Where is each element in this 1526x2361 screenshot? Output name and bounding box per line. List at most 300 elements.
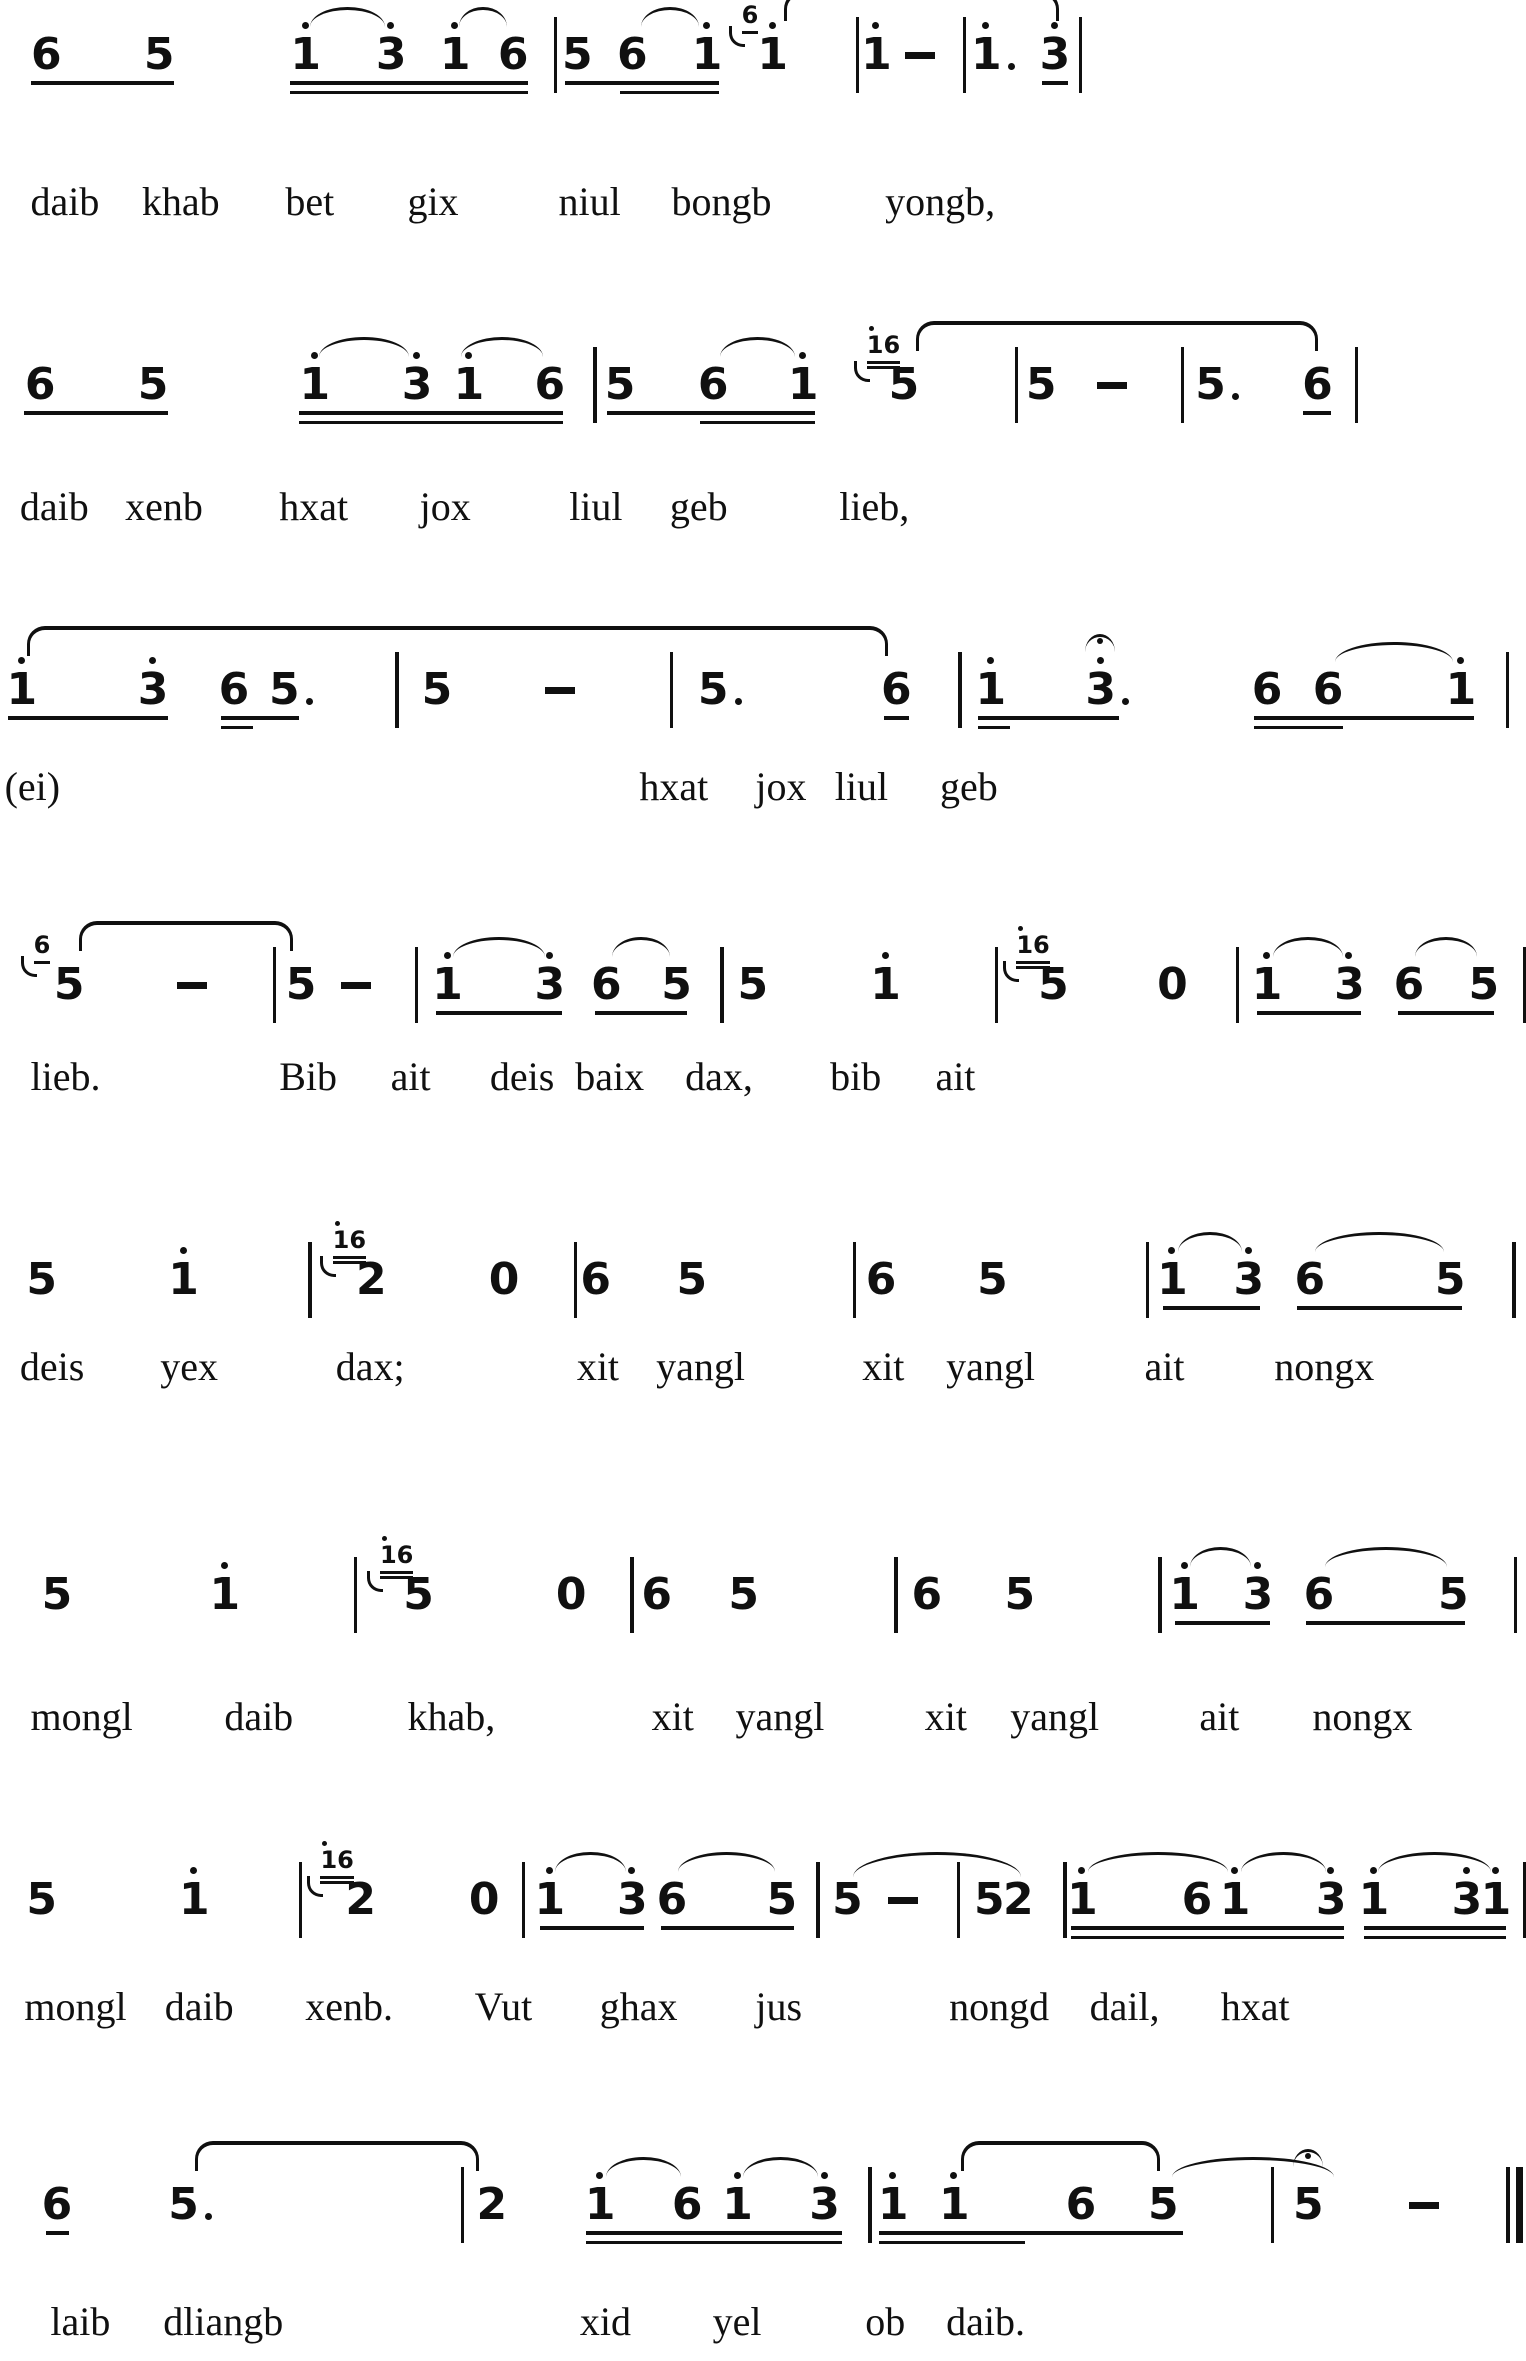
octave-dot xyxy=(882,952,889,959)
note-digit: 6 xyxy=(880,664,911,715)
augmentation-dot xyxy=(1008,63,1015,70)
beam-line xyxy=(290,81,528,85)
note-digit: 3 xyxy=(1307,1876,1355,1924)
note-digit: 6 xyxy=(1065,2179,1096,2230)
barline xyxy=(299,1862,303,1938)
note-digit: 2 xyxy=(1003,1874,1033,1925)
beam-line xyxy=(978,726,1010,730)
beam-line xyxy=(540,1926,644,1930)
slur xyxy=(1325,1547,1447,1567)
beam-line xyxy=(31,81,174,85)
lyric-word: yangl xyxy=(656,1344,746,1389)
lyric-word: ait xyxy=(1199,1694,1240,1739)
lyric-word: hxat xyxy=(639,764,709,809)
note-digit: 0 xyxy=(488,1254,519,1305)
note-digit: 5 xyxy=(832,1874,862,1925)
beam-line xyxy=(299,411,563,415)
octave-dot xyxy=(546,952,553,959)
octave-dot xyxy=(799,352,806,359)
grace-note xyxy=(742,3,759,34)
grace-hook xyxy=(729,26,745,47)
beam-line xyxy=(1398,1011,1494,1015)
note-digit: 3 xyxy=(1442,1876,1490,1924)
note-digit: 5 xyxy=(1434,1254,1465,1305)
note-digit: 5 xyxy=(974,1874,1004,1925)
phrase-slur xyxy=(916,321,1319,351)
lyric-word: gix xyxy=(407,179,459,224)
octave-dot xyxy=(1457,657,1464,664)
slur xyxy=(606,2157,681,2177)
slur xyxy=(1273,937,1343,957)
note-digit: 5 xyxy=(1437,1569,1468,1620)
barline xyxy=(1236,947,1240,1023)
beam-line xyxy=(607,411,815,415)
augmentation-dot xyxy=(1122,698,1129,705)
note-digit: 0 xyxy=(1157,959,1187,1010)
note-digit: 5 xyxy=(661,959,691,1010)
lyric-word: daib. xyxy=(946,2299,1025,2344)
beam-line xyxy=(586,2231,842,2235)
lyric-word: xid xyxy=(579,2299,631,2344)
octave-dot xyxy=(596,2172,603,2179)
slur xyxy=(1315,1232,1443,1252)
note-digit: 5 xyxy=(285,959,316,1010)
note-digit: 1 xyxy=(930,2181,978,2229)
slur xyxy=(743,2157,818,2177)
octave-dot xyxy=(889,2172,896,2179)
slur xyxy=(1088,1852,1228,1872)
final-bar-thick xyxy=(1516,2167,1524,2243)
beam-line xyxy=(1254,716,1474,720)
note-digit: 3 xyxy=(1325,961,1373,1009)
lyric-word: geb xyxy=(940,764,998,809)
grace-hook xyxy=(21,956,37,977)
lyric-word: niul xyxy=(558,179,621,224)
lyric-word: jus xyxy=(755,1984,803,2029)
grace-digits: 16 xyxy=(1016,933,1049,958)
lyric-word: dax; xyxy=(335,1344,405,1389)
note-digit: 6 xyxy=(534,359,565,410)
note-digit: 5 xyxy=(888,359,919,410)
note-digit: 1 xyxy=(962,31,1010,79)
note-digit: 6 xyxy=(218,664,249,715)
beam-line xyxy=(595,1011,687,1015)
duration-dash xyxy=(177,982,207,989)
beam-line xyxy=(586,2241,842,2245)
note-digit: 1 xyxy=(200,1571,248,1619)
note-digit: 1 xyxy=(852,31,900,79)
slur xyxy=(555,1852,625,1872)
beam-line xyxy=(221,716,299,720)
octave-dot xyxy=(335,1221,340,1226)
note-digit: 6 xyxy=(1312,664,1343,715)
octave-dot xyxy=(382,1536,387,1541)
note-digit: 1 xyxy=(525,1876,573,1924)
phrase-slur xyxy=(27,626,888,656)
lyric-word: nongx xyxy=(1312,1694,1413,1739)
beam-line xyxy=(1364,1926,1506,1930)
grace-digits: 6 xyxy=(741,1,759,29)
lyric-word: ait xyxy=(1144,1344,1185,1389)
note-digit: 1 xyxy=(683,31,731,79)
lyric-word: bongb xyxy=(671,179,772,224)
barline xyxy=(1514,1557,1518,1633)
slur xyxy=(1178,1232,1242,1252)
lyric-word: geb xyxy=(669,484,728,529)
note-digit: 6 xyxy=(911,1569,942,1620)
phrase-slur xyxy=(784,0,1059,21)
lyric-word: dax, xyxy=(685,1054,753,1099)
note-digit: 1 xyxy=(861,961,909,1009)
phrase-slur xyxy=(195,2141,479,2171)
note-digit: 5 xyxy=(604,359,635,410)
note-digit: 6 xyxy=(1393,959,1424,1010)
note-digit: 5 xyxy=(403,1569,433,1620)
octave-dot xyxy=(451,22,458,29)
beam-line xyxy=(221,726,253,730)
final-bar-thin xyxy=(1506,2167,1510,2243)
barline xyxy=(816,1862,820,1938)
duration-dash xyxy=(1097,382,1127,389)
note-digit: 6 xyxy=(641,1569,671,1620)
lyric-word: mongl xyxy=(30,1694,133,1739)
lyric-word: yangl xyxy=(735,1694,825,1739)
barline xyxy=(720,947,724,1023)
note-digit: 5 xyxy=(1038,959,1068,1010)
lyric-word: bib xyxy=(830,1054,882,1099)
octave-dot xyxy=(1370,1867,1377,1874)
octave-dot xyxy=(821,2172,828,2179)
lyric-word: xenb xyxy=(125,484,203,529)
octave-dot xyxy=(180,1247,187,1254)
note-digit: 5 xyxy=(562,29,592,80)
beam-line xyxy=(1163,1306,1261,1310)
lyric-word: daib xyxy=(30,179,100,224)
lyric-word: (ei) xyxy=(4,764,61,809)
note-digit: 6 xyxy=(1302,359,1332,410)
note-digit: 1 xyxy=(1349,1876,1397,1924)
beam-line xyxy=(1175,1621,1270,1625)
beam-line xyxy=(46,2231,69,2235)
note-digit: 1 xyxy=(431,31,479,79)
grace-digits: 16 xyxy=(333,1228,366,1253)
barline xyxy=(461,2167,465,2243)
octave-dot xyxy=(322,1841,327,1846)
octave-dot xyxy=(387,22,394,29)
lyric-word: ghax xyxy=(599,1984,678,2029)
note-digit: 6 xyxy=(1251,664,1282,715)
octave-dot xyxy=(413,352,420,359)
note-digit: 3 xyxy=(800,2181,848,2229)
duration-dash xyxy=(1409,2202,1439,2209)
slur xyxy=(612,937,670,957)
note-digit: 5 xyxy=(1025,359,1056,410)
note-digit: 5 xyxy=(676,1254,707,1305)
note-digit: 5 xyxy=(421,664,452,715)
lyric-word: jox xyxy=(755,764,807,809)
note-digit: 3 xyxy=(367,31,415,79)
octave-dot xyxy=(769,22,776,29)
phrase-slur xyxy=(79,921,293,951)
octave-dot xyxy=(950,2172,957,2179)
slur xyxy=(720,337,795,357)
duration-dash xyxy=(545,687,575,694)
note-digit: 3 xyxy=(608,1876,656,1924)
slur xyxy=(459,7,506,27)
octave-dot xyxy=(1051,22,1058,29)
lyric-word: deis xyxy=(19,1344,85,1389)
note-digit: 3 xyxy=(1224,1256,1272,1304)
slur xyxy=(1190,1547,1251,1567)
note-digit: 5 xyxy=(1147,2179,1178,2230)
lyric-word: dliangb xyxy=(163,2299,284,2344)
note-digit: 5 xyxy=(143,29,174,80)
slur xyxy=(678,1852,776,1872)
octave-dot xyxy=(1492,1867,1499,1874)
note-digit: 6 xyxy=(656,1874,687,1925)
lyric-word: xit xyxy=(576,1344,620,1389)
lyric-word: bet xyxy=(285,179,335,224)
note-digit: 6 xyxy=(1303,1569,1334,1620)
grace-note xyxy=(34,933,51,964)
note-digit: 6 xyxy=(41,2179,72,2230)
octave-dot xyxy=(311,352,318,359)
barline xyxy=(415,947,419,1023)
barline xyxy=(894,1557,898,1633)
note-digit: 5 xyxy=(26,1254,56,1305)
final-barline xyxy=(1506,2167,1523,2243)
slur xyxy=(453,937,545,957)
note-digit: 2 xyxy=(356,1254,386,1305)
grace-hook xyxy=(367,1571,383,1592)
octave-dot xyxy=(869,326,874,331)
barline xyxy=(1512,1242,1516,1318)
note-digit: 5 xyxy=(53,959,84,1010)
lyric-word: yangl xyxy=(1010,1694,1100,1739)
grace-hook xyxy=(320,1256,336,1277)
note-digit: 3 xyxy=(1030,31,1078,79)
octave-dot xyxy=(1181,1562,1188,1569)
beam-line xyxy=(1042,81,1068,85)
note-digit: 6 xyxy=(30,29,61,80)
note-digit: 5 xyxy=(26,1874,56,1925)
octave-dot xyxy=(302,22,309,29)
slur xyxy=(1415,937,1478,957)
beam-line xyxy=(661,1926,794,1930)
beam-line xyxy=(8,716,168,720)
octave-dot xyxy=(444,952,451,959)
barline xyxy=(354,1557,358,1633)
note-digit: 6 xyxy=(616,29,647,80)
note-digit: 5 xyxy=(1284,2181,1332,2229)
beam-line xyxy=(1071,1936,1344,1940)
beam-line xyxy=(700,421,814,425)
beam-line xyxy=(1254,726,1343,730)
octave-dot xyxy=(546,1867,553,1874)
beam-line xyxy=(436,1011,561,1015)
octave-dot xyxy=(18,657,25,664)
octave-dot xyxy=(1078,1867,1085,1874)
fermata-icon xyxy=(1293,2149,1323,2167)
grace-hook xyxy=(854,361,870,382)
note-digit: 5 xyxy=(159,2181,207,2229)
beam-line xyxy=(1297,1306,1462,1310)
note-digit: 2 xyxy=(345,1874,375,1925)
octave-dot xyxy=(1097,657,1104,664)
lyric-word: mongl xyxy=(24,1984,127,2029)
lyric-word: xit xyxy=(651,1694,694,1739)
barline xyxy=(1506,652,1510,728)
beam-line xyxy=(879,2231,1183,2235)
lyric-word: liul xyxy=(569,484,623,529)
barline xyxy=(958,652,962,728)
note-digit: 1 xyxy=(1243,961,1291,1009)
lyric-word: laib xyxy=(50,2299,111,2344)
note-digit: 5 xyxy=(728,1569,758,1620)
octave-dot xyxy=(628,1867,635,1874)
beam-line xyxy=(24,411,167,415)
octave-dot xyxy=(1327,1867,1334,1874)
beam-line xyxy=(1257,1011,1361,1015)
barline xyxy=(670,652,674,728)
note-digit: 1 xyxy=(1160,1571,1208,1619)
note-digit: 1 xyxy=(1211,1876,1259,1924)
note-digit: 1 xyxy=(290,361,338,409)
octave-dot xyxy=(987,657,994,664)
octave-dot xyxy=(149,657,156,664)
note-digit: 5 xyxy=(737,959,768,1010)
note-digit: 1 xyxy=(444,361,492,409)
note-digit: 6 xyxy=(580,1254,610,1305)
barline xyxy=(1079,17,1083,93)
note-digit: 5 xyxy=(137,359,168,410)
lyric-word: dail, xyxy=(1089,1984,1160,2029)
lyric-word: ait xyxy=(390,1054,431,1099)
lyric-word: yongb, xyxy=(885,179,996,224)
note-digit: 1 xyxy=(0,666,45,714)
note-digit: 5 xyxy=(1468,959,1499,1010)
note-digit: 5 xyxy=(1004,1569,1035,1620)
lyric-word: xenb. xyxy=(305,1984,393,2029)
note-digit: 5 xyxy=(41,1569,72,1620)
beam-line xyxy=(1071,1926,1344,1930)
slur xyxy=(319,337,409,357)
note-digit: 1 xyxy=(423,961,471,1009)
augmentation-dot xyxy=(735,698,742,705)
duration-dash xyxy=(905,52,935,59)
barline xyxy=(308,1242,312,1318)
grace-digits: 16 xyxy=(867,333,900,358)
note-digit: 1 xyxy=(748,31,796,79)
octave-dot xyxy=(1254,1562,1261,1569)
lyric-word: nongd xyxy=(949,1984,1050,2029)
lyric-word: lieb. xyxy=(30,1054,101,1099)
beam-line xyxy=(565,81,719,85)
note-digit: 1 xyxy=(713,2181,761,2229)
note-digit: 3 xyxy=(129,666,177,714)
octave-dot xyxy=(221,1562,228,1569)
octave-dot xyxy=(1345,952,1352,959)
lyric-word: yangl xyxy=(946,1344,1035,1389)
note-digit: 5 xyxy=(689,666,737,714)
grace-hook xyxy=(1003,961,1019,982)
lyric-word: jox xyxy=(419,484,471,529)
slur xyxy=(1241,1852,1326,1872)
note-digit: 5 xyxy=(766,1874,797,1925)
barline xyxy=(1355,347,1359,423)
beam-line xyxy=(978,716,1118,720)
note-digit: 3 xyxy=(393,361,441,409)
augmentation-dot xyxy=(1232,393,1239,400)
grace-digits: 16 xyxy=(320,1848,353,1873)
note-digit: 1 xyxy=(281,31,329,79)
lyric-word: Bib xyxy=(279,1054,338,1099)
lyric-word: daib xyxy=(19,484,89,529)
grace-digits: 6 xyxy=(33,931,51,959)
slur xyxy=(641,7,699,27)
note-digit: 5 xyxy=(1186,361,1234,409)
lyric-word: daib xyxy=(164,1984,234,2029)
lyric-word: yex xyxy=(160,1344,218,1389)
note-digit: 1 xyxy=(966,666,1014,714)
note-digit: 0 xyxy=(468,1874,499,1925)
slur xyxy=(1335,642,1453,662)
grace-hook xyxy=(307,1876,323,1897)
octave-dot xyxy=(190,1867,197,1874)
octave-dot xyxy=(1168,1247,1175,1254)
barline xyxy=(1181,347,1185,423)
octave-dot xyxy=(734,2172,741,2179)
beam-line xyxy=(290,91,528,95)
lyric-word: khab, xyxy=(407,1694,496,1739)
barline xyxy=(1271,2167,1275,2243)
lyric-word: liul xyxy=(834,764,889,809)
octave-dot xyxy=(1263,952,1270,959)
octave-dot xyxy=(465,352,472,359)
lyric-word: lieb, xyxy=(839,484,910,529)
note-digit: 1 xyxy=(159,1256,207,1304)
note-digit: 0 xyxy=(555,1569,586,1620)
beam-line xyxy=(1364,1936,1506,1940)
octave-dot xyxy=(1463,1867,1470,1874)
note-digit: 6 xyxy=(591,959,621,1010)
beam-line xyxy=(1303,411,1330,415)
note-digit: 1 xyxy=(1436,666,1484,714)
slur xyxy=(461,337,543,357)
augmentation-dot xyxy=(306,698,313,705)
note-digit: 1 xyxy=(1148,1256,1196,1304)
grace-digits: 16 xyxy=(380,1543,413,1568)
barline xyxy=(395,652,399,728)
phrase-slur xyxy=(961,2141,1159,2171)
note-digit: 6 xyxy=(671,2179,702,2230)
octave-dot xyxy=(1231,1867,1238,1874)
lyric-word: daib xyxy=(224,1694,294,1739)
note-digit: 1 xyxy=(1471,1876,1519,1924)
duration-dash xyxy=(888,1897,918,1904)
lyric-word: hxat xyxy=(279,484,349,529)
lyric-word: deis xyxy=(489,1054,555,1099)
note-digit: 6 xyxy=(697,359,728,410)
slur xyxy=(310,7,385,27)
beam-line xyxy=(879,2241,1025,2245)
note-digit: 1 xyxy=(576,2181,624,2229)
note-digit: 5 xyxy=(260,666,308,714)
duration-dash xyxy=(341,982,371,989)
slur xyxy=(1378,1852,1491,1872)
beam-line xyxy=(620,91,719,95)
note-digit: 1 xyxy=(170,1876,218,1924)
